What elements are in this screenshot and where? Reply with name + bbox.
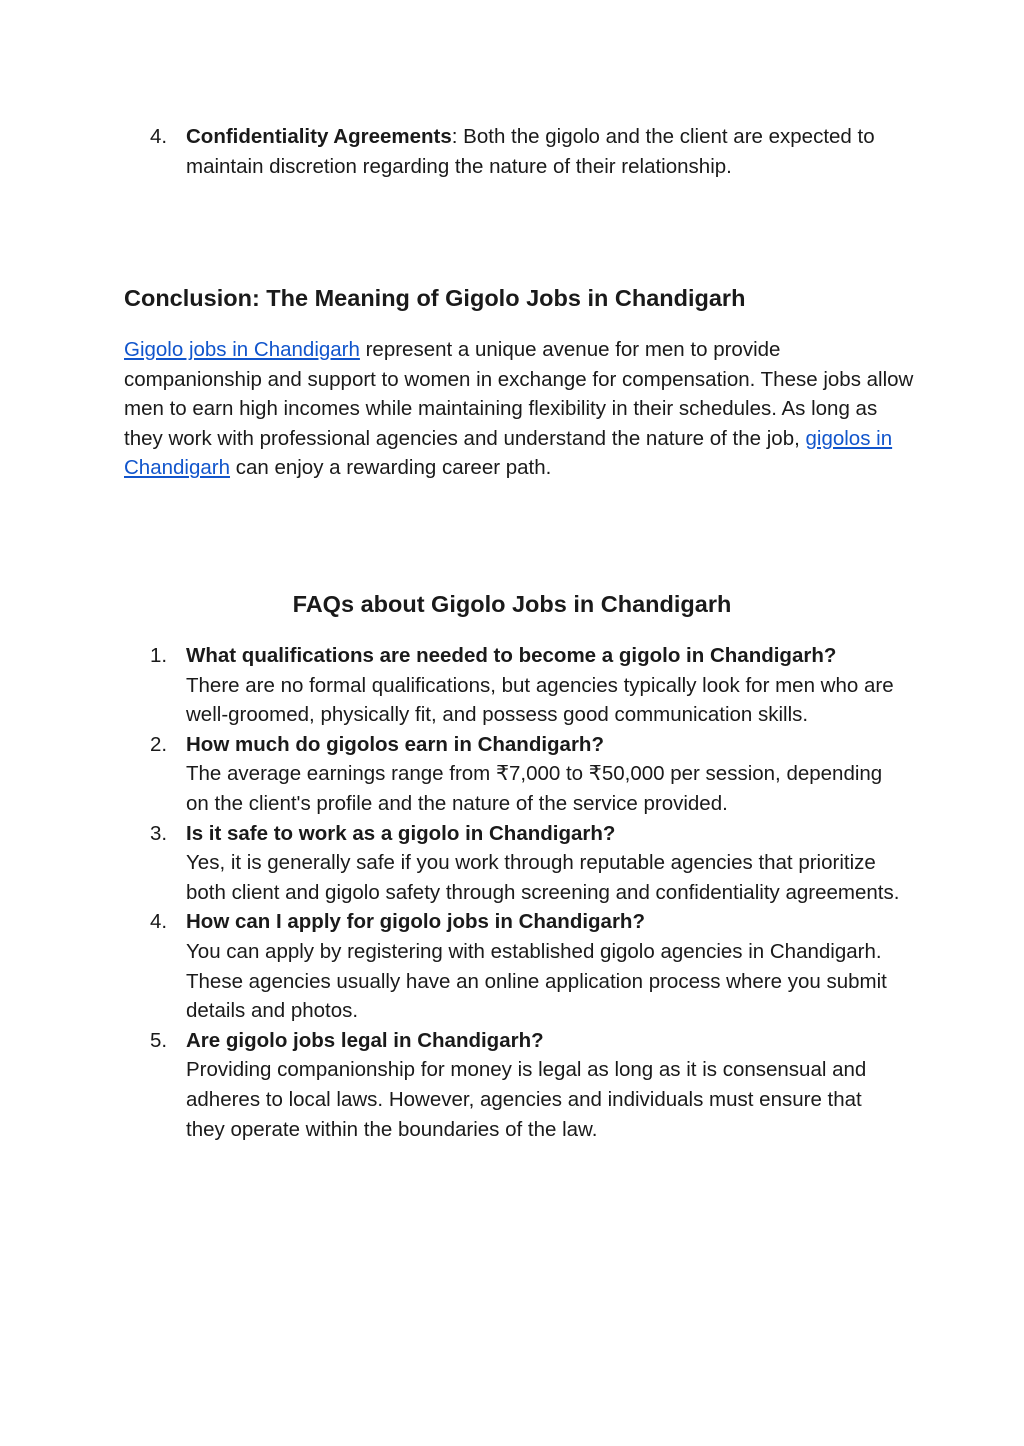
faq-answer: Providing companionship for money is legal as long as it is consensual and adheres to local laws. However, agencies and individuals must ensure that they operate within the boundaries of the law. — [186, 1058, 867, 1141]
list-item-text: Both the gigolo and the client are expected to maintain discretion regarding the nature of their relationship. — [186, 125, 875, 178]
list-item-title: Confidentiality Agreements — [186, 125, 452, 148]
faqs-heading: FAQs about Gigolo Jobs in Chandigarh — [292, 591, 732, 617]
faq-answer: Yes, it is generally safe if you work through reputable agencies that prioritize both client and gigolo safety through screening and confidentiality agreements. — [186, 851, 900, 904]
faq-answer: The average earnings range from ₹7,000 to ₹50,000 per session, depending on the client's profile and the nature of the service provided. — [186, 762, 883, 815]
faq-item — [0, 907, 1024, 1025]
faq-item — [0, 730, 1024, 819]
faq-list — [0, 641, 1024, 1144]
faq-item — [0, 819, 1024, 908]
list-number: 5. — [150, 1028, 168, 1052]
list-number: 2. — [150, 732, 168, 756]
faq-answer: You can apply by registering with established gigolo agencies in Chandigarh. These agencies usually have an online application process where you submit details and photos. — [186, 939, 887, 1023]
faq-question: What qualifications are needed to become a gigolo in Chandigarh? — [186, 644, 837, 667]
faq-question: How can I apply for gigolo jobs in Chandigarh? — [186, 910, 645, 934]
conclusion-paragraph — [124, 335, 914, 483]
faq-item — [0, 641, 1024, 730]
conclusion-text-2: can enjoy a rewarding career path. — [230, 456, 552, 480]
faq-item — [0, 1026, 1024, 1144]
conclusion-text-1: represent a unique avenue for men to provide companionship and support to women in exchange for compensation. These jobs allow men to earn high incomes while maintaining flexibility in their schedules. As long as they work with professional agencies and understand the nature of the job, — [124, 338, 914, 450]
list-item-separator: : — [451, 125, 458, 148]
list-number: 4. — [150, 125, 168, 148]
gigolo-jobs-link[interactable]: Gigolo jobs in Chandigarh — [124, 338, 360, 361]
faq-question: How much do gigolos earn in Chandigarh? — [186, 732, 604, 756]
list-number: 3. — [150, 821, 168, 845]
list-item — [0, 122, 1024, 181]
faq-question: Are gigolo jobs legal in Chandigarh? — [186, 1028, 544, 1052]
list-number: 4. — [150, 910, 168, 934]
gigolos-link[interactable]: gigolos in Chandigarh — [124, 426, 893, 480]
faq-question: Is it safe to work as a gigolo in Chandigarh? — [186, 821, 616, 845]
faq-answer: There are no formal qualifications, but agencies typically look for men who are well-groomed, physically fit, and possess good communication skills. — [186, 673, 894, 727]
conclusion-heading: Conclusion: The Meaning of Gigolo Jobs in Chandigarh — [124, 285, 746, 311]
list-number: 1. — [150, 644, 168, 667]
numbered-list-top — [0, 122, 1024, 181]
